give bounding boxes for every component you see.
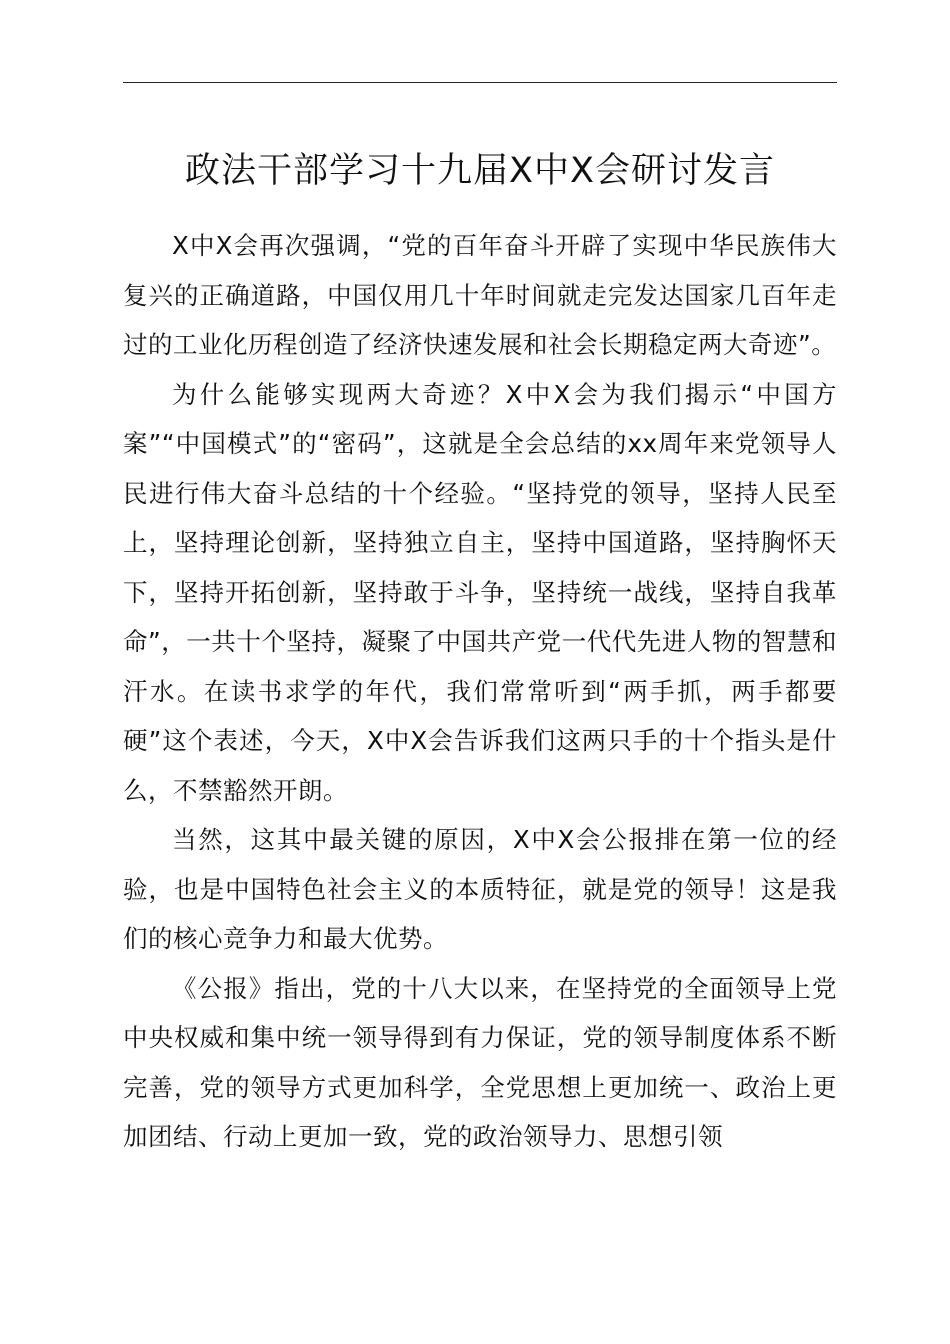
paragraph-3: 当然，这其中最关键的原因，X中X会公报排在第一位的经验，也是中国特色社会主义的本质特征，就是党的领导！这是我们的核心竞争力和最大优势。 (123, 825, 837, 953)
document-title: 政法干部学习十九届X中X会研讨发言 (185, 151, 775, 191)
document-body (123, 221, 837, 1162)
paragraph-2: 为什么能够实现两大奇迹？X中X会为我们揭示“中国方案”“中国模式”的“密码”，这就是全会总结的xx周年来党领导人民进行伟大奋斗总结的十个经验。“坚持党的领导，坚持人民至上，坚持理论创新，坚持独立自主，坚持中国道路，坚持胸怀天下，坚持开拓创新，坚持敢于斗争，坚持统一战线，坚持自我革命”，一共十个坚持，凝聚了中国共产党一代代先进人物的智慧和汗水。在读书求学的年代，我们常常听到“两手抓，两手都要硬”这个表述，今天，X中X会告诉我们这两只手的十个指头是什么，不禁豁然开朗。 (123, 379, 837, 805)
paragraph-4: 《公报》指出，党的十八大以来，在坚持党的全面领导上党中央权威和集中统一领导得到有力保证，党的领导制度体系不断完善，党的领导方式更加科学，全党思想上更加统一、政治上更加团结、行动上更加一致，党的政治领导力、思想引领 (123, 973, 837, 1151)
header-rule (123, 82, 837, 83)
paragraph-1: X中X会再次强调，“党的百年奋斗开辟了实现中华民族伟大复兴的正确道路，中国仅用几十年时间就走完发达国家几百年走过的工业化历程创造了经济快速发展和社会长期稳定两大奇迹”。 (123, 231, 837, 359)
